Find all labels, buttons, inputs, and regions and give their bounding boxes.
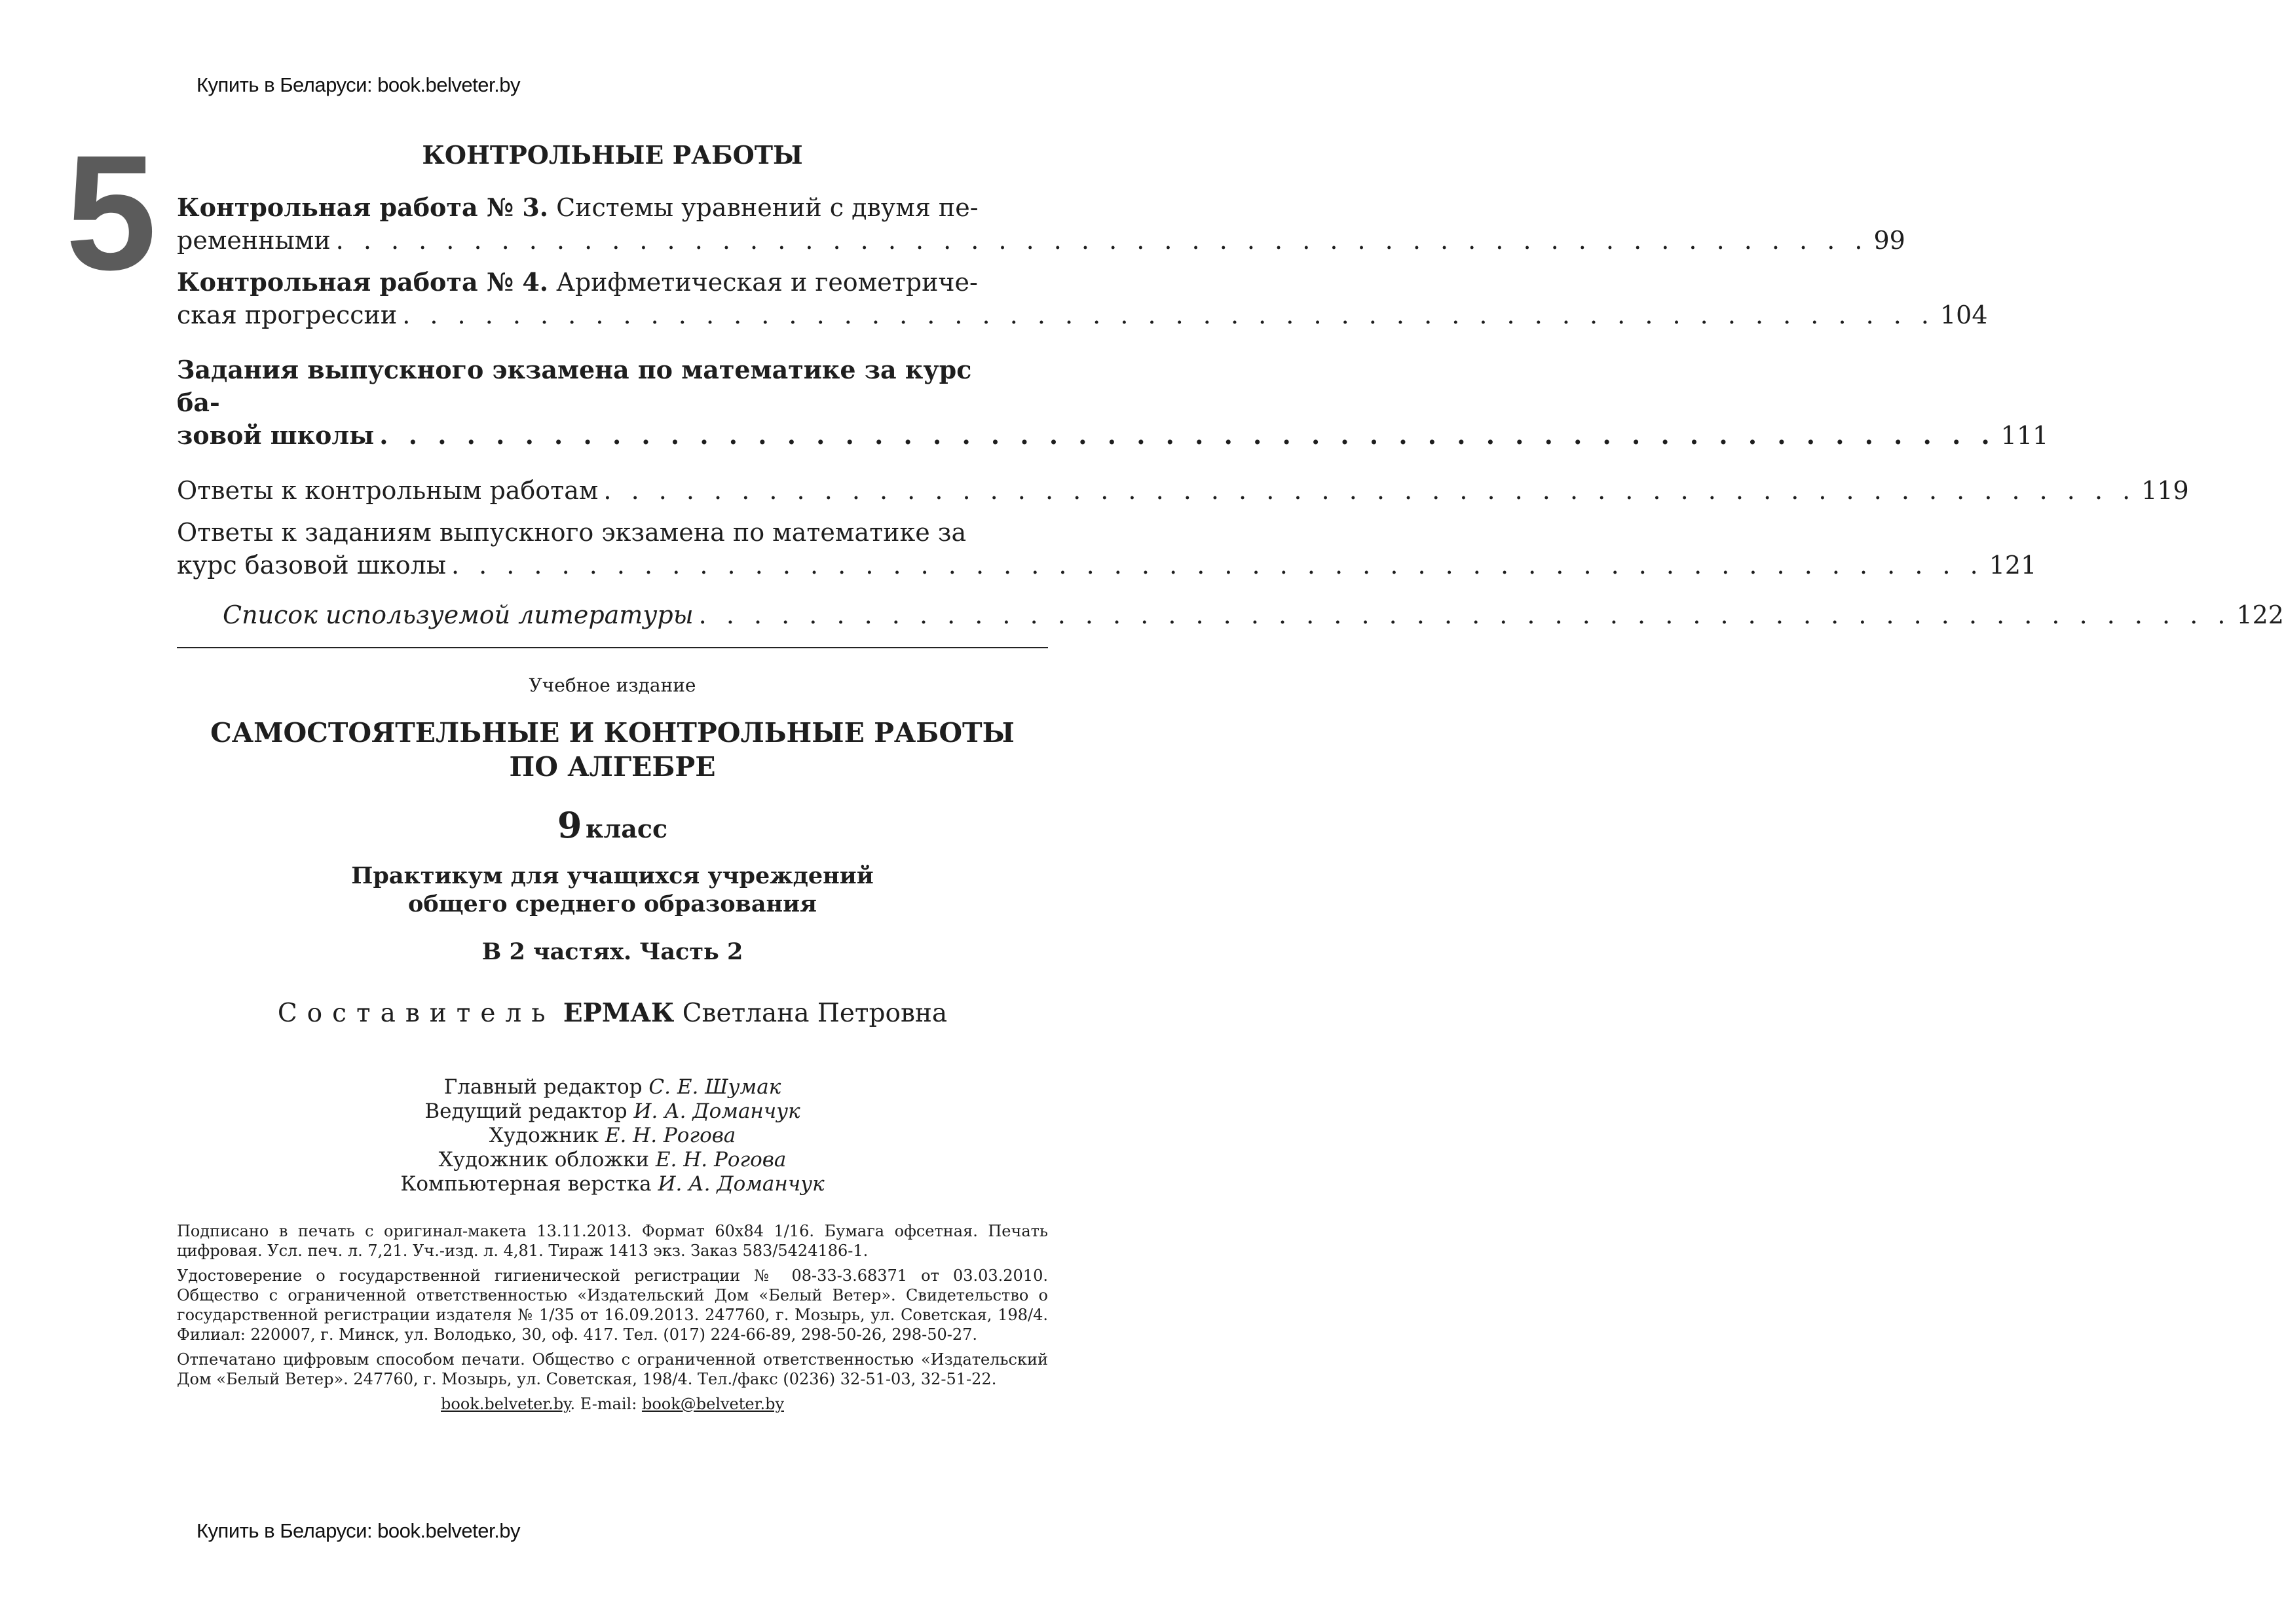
toc-page-number: 119 (2141, 476, 2189, 505)
toc-entry-text-end: Ответы к контрольным работам (177, 476, 599, 505)
toc-entry-exam-tasks[interactable] (177, 354, 2049, 452)
credit-role: Компьютерная верстка (400, 1172, 652, 1196)
credit-person: Е. Н. Рогова (655, 1148, 787, 1172)
divider (177, 647, 1048, 648)
toc-entry-text-end: ская прогрессии (177, 301, 398, 329)
header-buy-notice: Купить в Беларуси: book.belveter.by (197, 73, 520, 96)
credit-role: Главный редактор (443, 1075, 643, 1099)
edition-label: Учебное издание (529, 674, 696, 696)
toc-dot-leader: . . . . . . . . . . . . . . . . . . . . . . . . . . . . . . . . . . . . . . . . . . . . . . . . . . . . . . . . (335, 226, 1869, 255)
toc-page-number: 122 (2236, 600, 2284, 629)
book-title-line: САМОСТОЯТЕЛЬНЫЕ И КОНТРОЛЬНЫЕ РАБОТЫ (210, 717, 1015, 748)
toc-dot-leader: . . . . . . . . . . . . . . . . . . . . . . . . . . . . . . . . . . . . . . . . . . . . . . . . . . . . . . . . (402, 301, 1935, 329)
credit-line (177, 1099, 1048, 1124)
book-title (177, 716, 1048, 784)
grade-number: 9 (557, 804, 582, 846)
email-link[interactable]: book@belveter.by (641, 1395, 784, 1413)
website-link[interactable]: book.belveter.by (441, 1395, 571, 1413)
email-label: . E-mail: (570, 1395, 642, 1413)
credit-person: Е. Н. Рогова (605, 1124, 736, 1147)
toc-page-number: 99 (1873, 226, 1905, 255)
compiler-surname: ЕРМАК (563, 998, 675, 1028)
credit-role: Художник обложки (438, 1148, 650, 1172)
toc-entry-text-end: зовой школы (177, 420, 375, 450)
toc-page-number: 104 (1940, 301, 1988, 329)
credit-person: И. А. Доманчук (633, 1099, 800, 1123)
toc-dot-leader: . . . . . . . . . . . . . . . . . . . . . . . . . . . . . . . . . . . . . . . . . . . . . . . . . . . . . . . . (451, 551, 1984, 580)
imprint-print-details: Подписано в печать с оригинал-макета 13.11.2013. Формат 60x84 1/16. Бумага офсетная. Печать цифровая. Усл. печ. л. 7,21. Уч.-изд. л. 4,81. Тираж 1413 экз. Заказ 583/5424186-1. (177, 1222, 1048, 1260)
compiler (177, 998, 1048, 1028)
toc-entry-text-end: ременными (177, 226, 331, 255)
toc-entry-text-end: курс базовой школы (177, 551, 446, 580)
compiler-label: Составитель (277, 999, 555, 1028)
toc-entry-test-3[interactable] (177, 191, 1905, 257)
credit-role: Ведущий редактор (424, 1099, 627, 1123)
toc-page-number: 121 (1989, 551, 2037, 580)
toc-entry-literature[interactable] (177, 599, 2284, 631)
imprint (177, 1221, 1048, 1414)
credit-role: Художник (489, 1124, 599, 1147)
imprint-registration: Удостоверение о государственной гигиенической регистрации № 08-33-3.68371 от 03.03.2010. Общество с ограниченной ответственностью «Издательский Дом «Белый Ветер». Свидетельство о государственной регистрации издателя № 1/35 от 16.09.2013. 247760, г. Мозырь, ул. Советская, 198/4. Филиал: 220007, г. Минск, ул. Володько, 30, оф. 417. Тел. (017) 224-66-89, 298-50-26, 298-50-27. (177, 1266, 1048, 1344)
toc-entry-text: Ответы к заданиям выпускного экзамена по математике за (177, 518, 967, 547)
imprint-printer: Отпечатано цифровым способом печати. Общество с ограниченной ответственностью «Издательский Дом «Белый Ветер». 247760, г. Мозырь, ул. Советская, 198/4. Тел./факс (0236) 32-51-03, 32-51-22. (177, 1350, 1048, 1388)
book-subtitle-line: Практикум для учащихся учреждений (351, 862, 874, 889)
toc-entry-text-end: Список используемой литературы (223, 600, 694, 629)
toc-entry-text: Задания выпускного экзамена по математике за курс ба- (177, 355, 972, 417)
credit-line (177, 1148, 1048, 1172)
section-title: КОНТРОЛЬНЫЕ РАБОТЫ (422, 140, 803, 170)
chapter-number: 5 (66, 121, 157, 304)
toc-entry-answers-tests[interactable] (177, 474, 2189, 507)
toc-entry-answers-exam[interactable] (177, 516, 2037, 581)
credits (177, 1075, 1048, 1196)
credit-person: С. Е. Шумак (648, 1075, 781, 1099)
footer-buy-notice: Купить в Беларуси: book.belveter.by (197, 1519, 520, 1542)
compiler-name: Светлана Петровна (682, 999, 948, 1028)
toc-entry-text: Системы уравнений с двумя пе- (548, 193, 979, 222)
credit-line (177, 1075, 1048, 1099)
toc-page-number: 111 (2000, 421, 2049, 450)
toc-entry-label: Контрольная работа № 4. (177, 267, 548, 297)
table-of-contents (177, 191, 2284, 640)
credit-person: И. А. Доманчук (658, 1172, 825, 1196)
book-title-line: ПО АЛГЕБРЕ (509, 751, 716, 783)
toc-dot-leader: . . . . . . . . . . . . . . . . . . . . . . . . . . . . . . . . . . . . . . . . . . . . . . . . . . . . . . . . (379, 420, 1996, 450)
toc-entry-text: Арифметическая и геометриче- (548, 268, 978, 297)
toc-entry-test-4[interactable] (177, 266, 1988, 331)
book-subtitle (177, 862, 1048, 918)
toc-entry-label: Контрольная работа № 3. (177, 193, 548, 222)
imprint-links (177, 1394, 1048, 1414)
credit-line (177, 1172, 1048, 1196)
book-subtitle-line: общего среднего образования (407, 891, 817, 917)
parts-label: В 2 частях. Часть 2 (481, 938, 743, 965)
toc-dot-leader: . . . . . . . . . . . . . . . . . . . . . . . . . . . . . . . . . . . . . . . . . . . . . . . . . . . . . . . . (698, 600, 2232, 629)
grade (177, 802, 1048, 857)
grade-word: класс (586, 814, 668, 843)
credit-line (177, 1124, 1048, 1148)
toc-dot-leader: . . . . . . . . . . . . . . . . . . . . . . . . . . . . . . . . . . . . . . . . . . . . . . . . . . . . . . . . (603, 476, 2137, 505)
